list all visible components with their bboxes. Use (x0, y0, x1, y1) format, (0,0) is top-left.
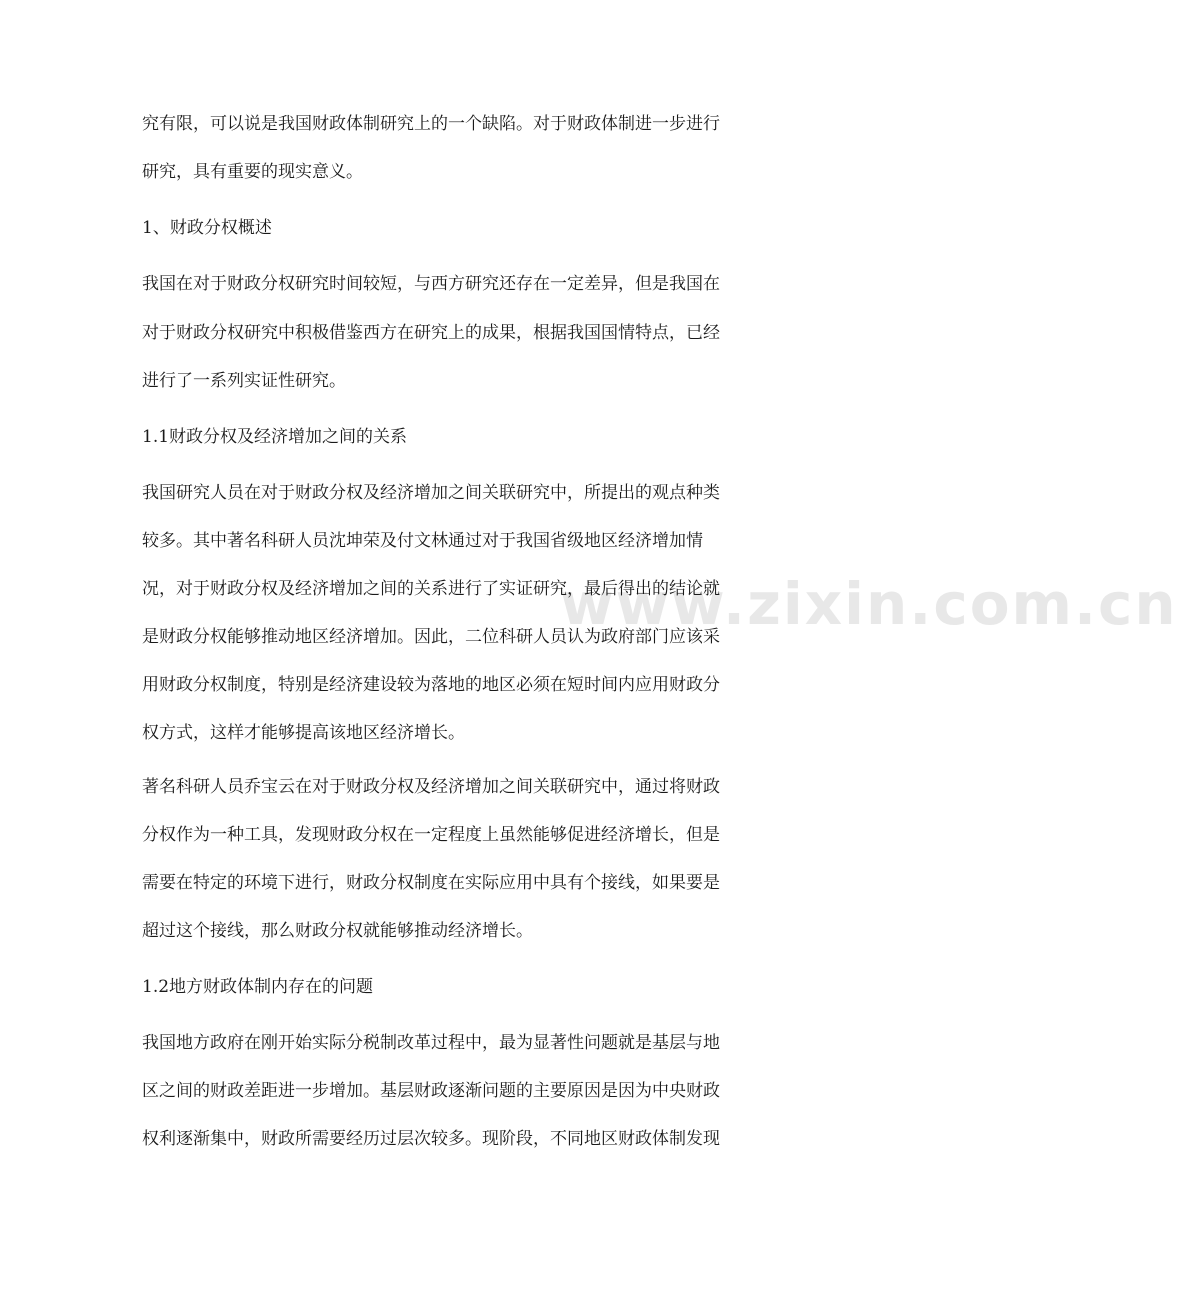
section-heading: 1.2地方财政体制内存在的问题 (142, 977, 374, 997)
paragraph-line: 进行了一系列实证性研究。 (142, 371, 346, 391)
paragraph-line: 我国地方政府在刚开始实际分税制改革过程中，最为显著性问题就是基层与地 (142, 1033, 720, 1053)
section-heading: 1、财政分权概述 (142, 218, 272, 238)
paragraph-line: 对于财政分权研究中积极借鉴西方在研究上的成果，根据我国国情特点，已经 (142, 323, 720, 343)
paragraph-line: 权利逐渐集中，财政所需要经历过层次较多。现阶段，不同地区财政体制发现 (142, 1129, 720, 1149)
paragraph-line: 权方式，这样才能够提高该地区经济增长。 (142, 723, 465, 743)
paragraph-line: 我国在对于财政分权研究时间较短，与西方研究还存在一定差异，但是我国在 (142, 274, 720, 294)
paragraph-line: 况，对于财政分权及经济增加之间的关系进行了实证研究，最后得出的结论就 (142, 579, 720, 599)
paragraph-line: 需要在特定的环境下进行，财政分权制度在实际应用中具有个接线，如果要是 (142, 873, 720, 893)
paragraph-line: 究有限，可以说是我国财政体制研究上的一个缺陷。对于财政体制进一步进行 (142, 114, 720, 134)
paragraph-line: 超过这个接线，那么财政分权就能够推动经济增长。 (142, 921, 533, 941)
section-heading: 1.1财政分权及经济增加之间的关系 (142, 427, 408, 447)
paragraph-line: 用财政分权制度，特别是经济建设较为落地的地区必须在短时间内应用财政分 (142, 675, 720, 695)
watermark: www.zixin.com.cn (560, 570, 1178, 638)
paragraph-line: 较多。其中著名科研人员沈坤荣及付文林通过对于我国省级地区经济增加情 (142, 531, 703, 551)
paragraph-line: 是财政分权能够推动地区经济增加。因此，二位科研人员认为政府部门应该采 (142, 627, 720, 647)
paragraph-line: 著名科研人员乔宝云在对于财政分权及经济增加之间关联研究中，通过将财政 (142, 777, 720, 797)
paragraph-line: 我国研究人员在对于财政分权及经济增加之间关联研究中，所提出的观点种类 (142, 483, 720, 503)
paragraph-line: 研究，具有重要的现实意义。 (142, 162, 363, 182)
paragraph-line: 分权作为一种工具，发现财政分权在一定程度上虽然能够促进经济增长，但是 (142, 825, 720, 845)
paragraph-line: 区之间的财政差距进一步增加。基层财政逐渐问题的主要原因是因为中央财政 (142, 1081, 720, 1101)
